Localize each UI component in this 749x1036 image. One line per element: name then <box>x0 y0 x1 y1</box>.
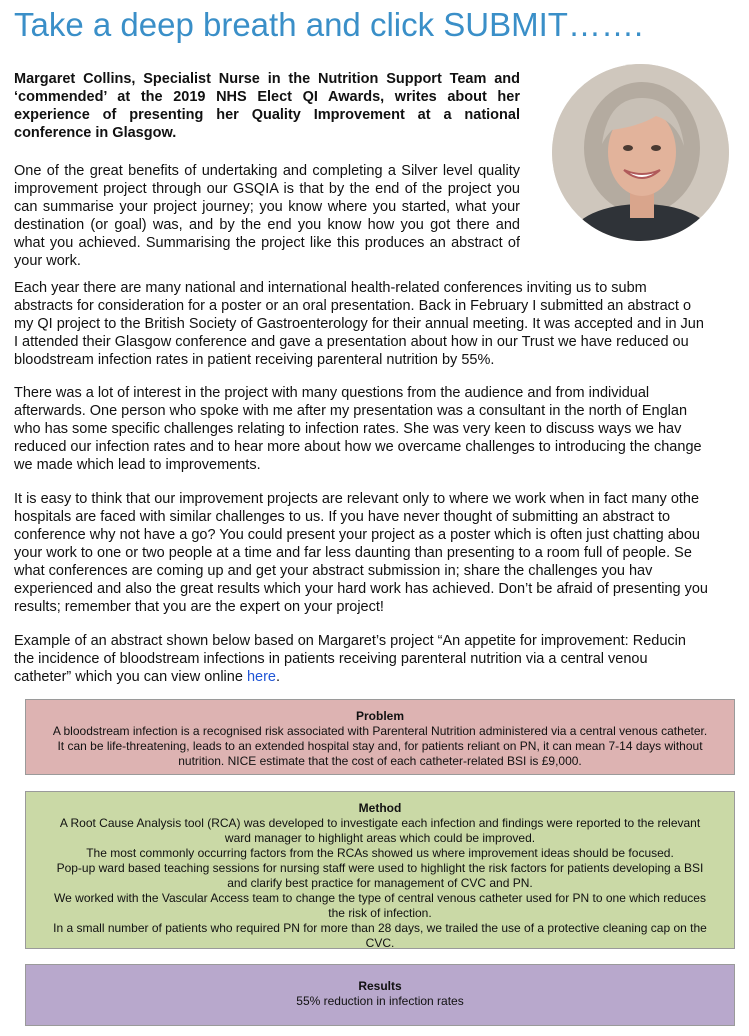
text-line: hospitals are faced with similar challenges to us. If you have never thought of submitting an abstract to <box>14 509 671 525</box>
text-line: bloodstream infection rates in patient receiving parenteral nutrition by 55%. <box>14 352 495 368</box>
results-line: 55% reduction in infection rates <box>296 994 464 1008</box>
text-line: the incidence of bloodstream infections in patients receiving parenteral nutrition via a central venou <box>14 651 648 667</box>
text-line: Example of an abstract shown below based on Margaret’s project “An appetite for improvement: Reducin <box>14 633 686 649</box>
online-link[interactable]: here <box>246 669 276 685</box>
paragraph-example <box>14 632 749 686</box>
text-fragment: catheter” which you can view online <box>14 669 247 685</box>
author-photo <box>552 64 729 241</box>
text-line: There was a lot of interest in the project with many questions from the audience and from individual <box>14 385 650 401</box>
text-line: your work to one or two people at a time and far less daunting than presenting to a room full of people. Se <box>14 545 692 561</box>
page-title: Take a deep breath and click SUBMIT……. <box>14 6 644 43</box>
method-line: We worked with the Vascular Access team to change the type of central venous catheter used for PN to one which reduces <box>54 891 706 905</box>
text-line: experienced and also the great results which your hard work has achieved. Don’t be afraid of presenting you <box>14 581 708 597</box>
method-box <box>25 791 735 949</box>
text-line: my QI project to the British Society of Gastroenterology for their annual meeting. It was accepted and in Jun <box>14 316 704 332</box>
text-line: conference why not have a go? You could present your project as a poster which is often just chatting abou <box>14 527 700 543</box>
method-line: Pop-up ward based teaching sessions for nursing staff were used to highlight the risk factors for patients developing a BSI <box>56 861 704 875</box>
method-line: CVC. <box>365 936 395 950</box>
paragraph-relevance <box>14 490 749 616</box>
text-line: abstracts for consideration for a poster or an oral presentation. Back in February I submitted an abstract o <box>14 298 692 314</box>
text-line: Each year there are many national and international health-related conferences inviting us to subm <box>14 280 647 296</box>
method-line: and clarify best practice for management of CVC and PN. <box>227 876 533 890</box>
results-heading: Results <box>358 979 402 993</box>
method-line: ward manager to highlight areas which could be improved. <box>224 831 536 845</box>
paragraph-conferences <box>14 279 749 369</box>
results-box <box>25 964 735 1026</box>
problem-line: nutrition. NICE estimate that the cost of each catheter-related BSI is £9,000. <box>178 754 582 768</box>
method-line: the risk of infection. <box>328 906 432 920</box>
problem-box <box>25 699 735 775</box>
method-line: In a small number of patients who required PN for more than 28 days, we trailed the use of a protective cleaning cap on the <box>53 921 707 935</box>
text-line: what conferences are coming up and get your abstract submission in; share the challenges you hav <box>14 563 653 579</box>
text-line: we made which lead to improvements. <box>14 457 261 473</box>
portrait-image <box>552 64 729 241</box>
text-line: I attended their Glasgow conference and gave a presentation about how in our Trust we have reduced ou <box>14 334 689 350</box>
intro-paragraph: Margaret Collins, Specialist Nurse in the Nutrition Support Team and ‘commended’ at the 2019 NHS Elect QI Awards, writes about her experience of presenting her Quality Improvement at a national conference in Glasgow. <box>14 71 520 141</box>
text-line: reduced our infection rates and to hear more about how we overcame challenges to introducing the change <box>14 439 702 455</box>
method-heading: Method <box>358 801 402 815</box>
text-line: It is easy to think that our improvement projects are relevant only to where we work when in fact many othe <box>14 491 700 507</box>
method-line: A Root Cause Analysis tool (RCA) was developed to investigate each infection and findings were reported to the relevant <box>59 816 701 830</box>
paragraph-gsqia: One of the great benefits of undertaking and completing a Silver level quality improvement project through our GSQIA is that by the end of the project you can summarise your project journey; you know where you started, what your destination (or goal) was, and by the end you know how you got there and what you achieved. Summarising the project like this produces an abstract of your work. <box>14 163 520 269</box>
text-line: results; remember that you are the expert on your project! <box>14 599 384 615</box>
problem-heading: Problem <box>355 709 404 723</box>
text-line <box>14 668 749 686</box>
problem-line: It can be life-threatening, leads to an extended hospital stay and, for patients reliant on PN, it can mean 7-14 days without <box>57 739 703 753</box>
problem-line: A bloodstream infection is a recognised risk associated with Parenteral Nutrition administered via a central venous catheter. <box>52 724 708 738</box>
text-fragment: . <box>275 669 280 685</box>
method-line: The most commonly occurring factors from the RCAs showed us where improvement ideas should be focused. <box>86 846 674 860</box>
text-line: afterwards. One person who spoke with me after my presentation was a consultant in the north of Englan <box>14 403 688 419</box>
text-line: who has some specific challenges relating to infection rates. She was very keen to discuss ways we hav <box>14 421 682 437</box>
paragraph-interest <box>14 384 749 474</box>
